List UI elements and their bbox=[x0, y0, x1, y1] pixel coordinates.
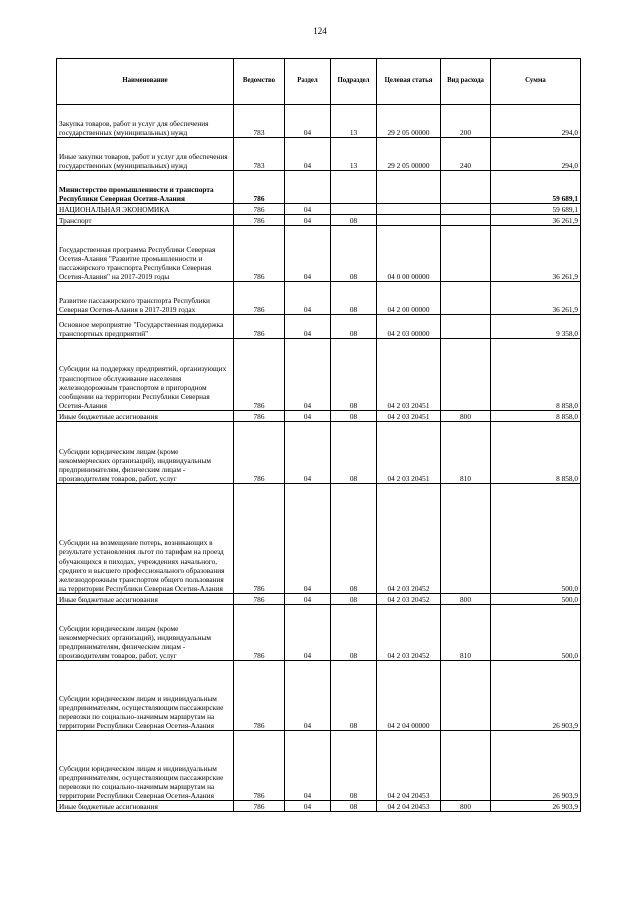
cell-expense: 800 bbox=[441, 594, 491, 605]
cell-department: 786 bbox=[234, 731, 285, 801]
cell-sum: 500,0 bbox=[491, 594, 581, 605]
cell-expense bbox=[441, 661, 491, 731]
table-row bbox=[57, 731, 581, 801]
cell-expense: 200 bbox=[441, 105, 491, 138]
cell-target: 29 2 05 00000 bbox=[377, 138, 441, 171]
cell-sum: 500,0 bbox=[491, 484, 581, 594]
cell-section: 04 bbox=[285, 731, 331, 801]
budget-table bbox=[56, 58, 581, 812]
cell-section: 04 bbox=[285, 605, 331, 661]
cell-expense: 810 bbox=[441, 422, 491, 484]
cell-name: Развитие пассажирского транспорта Республики Северная Осетия-Алания в 2017-2019 годах bbox=[57, 282, 234, 315]
table-row bbox=[57, 484, 581, 594]
cell-subsection: 08 bbox=[331, 315, 377, 339]
table-row bbox=[57, 339, 581, 411]
cell-subsection bbox=[331, 204, 377, 215]
cell-name: Основное мероприятие "Государственная поддержка транспортных предприятий" bbox=[57, 315, 234, 339]
cell-sum: 294,0 bbox=[491, 105, 581, 138]
table-row bbox=[57, 105, 581, 138]
cell-department: 786 bbox=[234, 801, 285, 812]
cell-expense bbox=[441, 339, 491, 411]
cell-expense bbox=[441, 731, 491, 801]
cell-section: 04 bbox=[285, 215, 331, 226]
cell-sum: 500,0 bbox=[491, 605, 581, 661]
cell-sum: 59 689,1 bbox=[491, 171, 581, 204]
cell-section: 04 bbox=[285, 204, 331, 215]
cell-target: 04 2 04 00000 bbox=[377, 661, 441, 731]
cell-sum: 36 261,9 bbox=[491, 282, 581, 315]
cell-name: Иные бюджетные ассигнования bbox=[57, 594, 234, 605]
cell-section: 04 bbox=[285, 594, 331, 605]
cell-subsection: 08 bbox=[331, 594, 377, 605]
cell-department: 786 bbox=[234, 282, 285, 315]
cell-sum: 9 358,0 bbox=[491, 315, 581, 339]
table-row bbox=[57, 226, 581, 282]
cell-subsection: 08 bbox=[331, 605, 377, 661]
cell-subsection: 13 bbox=[331, 105, 377, 138]
cell-section: 04 bbox=[285, 339, 331, 411]
cell-name: Субсидии юридическим лицам и индивидуальным предпринимателям, осуществляющим пассажирские перевозки по социально-значимым маршрутам на территории Республики Северная Осетия-Алания bbox=[57, 661, 234, 731]
cell-sum: 26 903,9 bbox=[491, 661, 581, 731]
table-row bbox=[57, 422, 581, 484]
cell-target: 04 2 03 20451 bbox=[377, 411, 441, 422]
cell-section: 04 bbox=[285, 422, 331, 484]
cell-section: 04 bbox=[285, 105, 331, 138]
cell-subsection: 08 bbox=[331, 282, 377, 315]
column-header-section: Раздел bbox=[285, 59, 331, 105]
cell-name: Иные закупки товаров, работ и услуг для обеспечения государственных (муниципальных) нужд bbox=[57, 138, 234, 171]
cell-sum: 26 903,9 bbox=[491, 801, 581, 812]
table-row bbox=[57, 171, 581, 204]
cell-expense: 800 bbox=[441, 411, 491, 422]
cell-expense bbox=[441, 484, 491, 594]
cell-section: 04 bbox=[285, 282, 331, 315]
column-header-expense: Вид расхода bbox=[441, 59, 491, 105]
cell-sum: 8 858,0 bbox=[491, 411, 581, 422]
table-row bbox=[57, 411, 581, 422]
table-row bbox=[57, 282, 581, 315]
cell-sum: 36 261,9 bbox=[491, 215, 581, 226]
cell-department: 786 bbox=[234, 605, 285, 661]
table-row bbox=[57, 204, 581, 215]
cell-expense: 240 bbox=[441, 138, 491, 171]
column-header-department: Ведомство bbox=[234, 59, 285, 105]
column-header-target: Целевая статья bbox=[377, 59, 441, 105]
cell-target: 04 0 00 00000 bbox=[377, 226, 441, 282]
cell-section: 04 bbox=[285, 484, 331, 594]
cell-department: 786 bbox=[234, 226, 285, 282]
cell-subsection: 08 bbox=[331, 411, 377, 422]
cell-subsection: 08 bbox=[331, 422, 377, 484]
cell-department: 786 bbox=[234, 339, 285, 411]
cell-target: 04 2 03 00000 bbox=[377, 315, 441, 339]
cell-sum: 59 689,1 bbox=[491, 204, 581, 215]
cell-target bbox=[377, 204, 441, 215]
cell-target: 04 2 04 20453 bbox=[377, 801, 441, 812]
cell-sum: 8 858,0 bbox=[491, 339, 581, 411]
cell-subsection: 13 bbox=[331, 138, 377, 171]
cell-sum: 26 903,9 bbox=[491, 731, 581, 801]
cell-subsection: 08 bbox=[331, 215, 377, 226]
cell-target: 29 2 05 00000 bbox=[377, 105, 441, 138]
cell-subsection: 08 bbox=[331, 731, 377, 801]
cell-department: 786 bbox=[234, 215, 285, 226]
cell-section: 04 bbox=[285, 661, 331, 731]
cell-section: 04 bbox=[285, 226, 331, 282]
column-header-name: Наименование bbox=[57, 59, 234, 105]
cell-subsection: 08 bbox=[331, 226, 377, 282]
cell-department: 786 bbox=[234, 484, 285, 594]
table-row bbox=[57, 661, 581, 731]
cell-expense bbox=[441, 282, 491, 315]
cell-target: 04 2 03 20452 bbox=[377, 594, 441, 605]
table-row bbox=[57, 801, 581, 812]
cell-target bbox=[377, 215, 441, 226]
cell-subsection: 08 bbox=[331, 801, 377, 812]
cell-department: 786 bbox=[234, 594, 285, 605]
cell-sum: 8 858,0 bbox=[491, 422, 581, 484]
cell-name: НАЦИОНАЛЬНАЯ ЭКОНОМИКА bbox=[57, 204, 234, 215]
cell-expense bbox=[441, 226, 491, 282]
column-header-subsection: Подраздел bbox=[331, 59, 377, 105]
cell-department: 783 bbox=[234, 138, 285, 171]
cell-name: Субсидии на возмещение потерь, возникающих в результате установления льгот по тарифам на проезд обучающихся в пиходах, учреждениях начального, среднего и высшего профессионального образования железнодорожным транспортом общего пользования на территории Республики Северная Осетия-Алания bbox=[57, 484, 234, 594]
cell-section: 04 bbox=[285, 138, 331, 171]
cell-subsection: 08 bbox=[331, 484, 377, 594]
page-number: 124 bbox=[313, 26, 327, 36]
cell-section: 04 bbox=[285, 411, 331, 422]
cell-section: 04 bbox=[285, 315, 331, 339]
cell-expense bbox=[441, 215, 491, 226]
cell-name: Транспорт bbox=[57, 215, 234, 226]
cell-target: 04 2 03 20452 bbox=[377, 605, 441, 661]
cell-department: 786 bbox=[234, 171, 285, 204]
cell-department: 786 bbox=[234, 411, 285, 422]
table-header-row bbox=[57, 59, 581, 105]
cell-name: Субсидии юридическим лицам (кроме некоммерческих организаций), индивидуальным предпринимателям, физическим лицам - производителям товаров, работ, услуг bbox=[57, 605, 234, 661]
cell-section: 04 bbox=[285, 801, 331, 812]
cell-department: 786 bbox=[234, 204, 285, 215]
cell-target bbox=[377, 171, 441, 204]
cell-expense bbox=[441, 171, 491, 204]
column-header-sum: Сумма bbox=[491, 59, 581, 105]
cell-subsection: 08 bbox=[331, 339, 377, 411]
cell-name: Государственная программа Республики Северная Осетия-Алания "Развитие промышленности и пассажирского транспорта Республики Северная Осетия-Алания" на 2017-2019 годы bbox=[57, 226, 234, 282]
cell-expense bbox=[441, 204, 491, 215]
cell-section bbox=[285, 171, 331, 204]
cell-expense bbox=[441, 315, 491, 339]
cell-name: Иные бюджетные ассигнования bbox=[57, 411, 234, 422]
cell-target: 04 2 03 20452 bbox=[377, 484, 441, 594]
cell-name: Закупка товаров, работ и услуг для обеспечения государственных (муниципальных) нужд bbox=[57, 105, 234, 138]
cell-sum: 36 261,9 bbox=[491, 226, 581, 282]
cell-name: Субсидии юридическим лицам (кроме некоммерческих организаций), индивидуальным предпринимателям, физическим лицам - производителям товаров, работ, услуг bbox=[57, 422, 234, 484]
cell-subsection: 08 bbox=[331, 661, 377, 731]
cell-expense: 800 bbox=[441, 801, 491, 812]
table-row bbox=[57, 215, 581, 226]
table-row bbox=[57, 138, 581, 171]
cell-name: Министерство промышленности и транспорта Республики Северная Осетия-Алания bbox=[57, 171, 234, 204]
table-row bbox=[57, 605, 581, 661]
cell-name: Субсидии на поддержку предприятий, организующих транспортное обслуживание населения железнодорожным транспортом в пригородном сообщении на территории Республики Северная Осетия-Алания bbox=[57, 339, 234, 411]
table-row bbox=[57, 315, 581, 339]
cell-department: 786 bbox=[234, 422, 285, 484]
cell-subsection bbox=[331, 171, 377, 204]
cell-name: Иные бюджетные ассигнования bbox=[57, 801, 234, 812]
cell-name: Субсидии юридическим лицам и индивидуальным предпринимателям, осуществляющим пассажирские перевозки по социально-значимым маршрутам на территории Республики Северная Осетия-Алания bbox=[57, 731, 234, 801]
table-body bbox=[57, 105, 581, 812]
cell-expense: 810 bbox=[441, 605, 491, 661]
cell-target: 04 2 03 20451 bbox=[377, 422, 441, 484]
cell-target: 04 2 04 20453 bbox=[377, 731, 441, 801]
cell-target: 04 2 03 20451 bbox=[377, 339, 441, 411]
cell-sum: 294,0 bbox=[491, 138, 581, 171]
table-row bbox=[57, 594, 581, 605]
cell-department: 786 bbox=[234, 315, 285, 339]
cell-target: 04 2 00 00000 bbox=[377, 282, 441, 315]
cell-department: 786 bbox=[234, 661, 285, 731]
cell-department: 783 bbox=[234, 105, 285, 138]
